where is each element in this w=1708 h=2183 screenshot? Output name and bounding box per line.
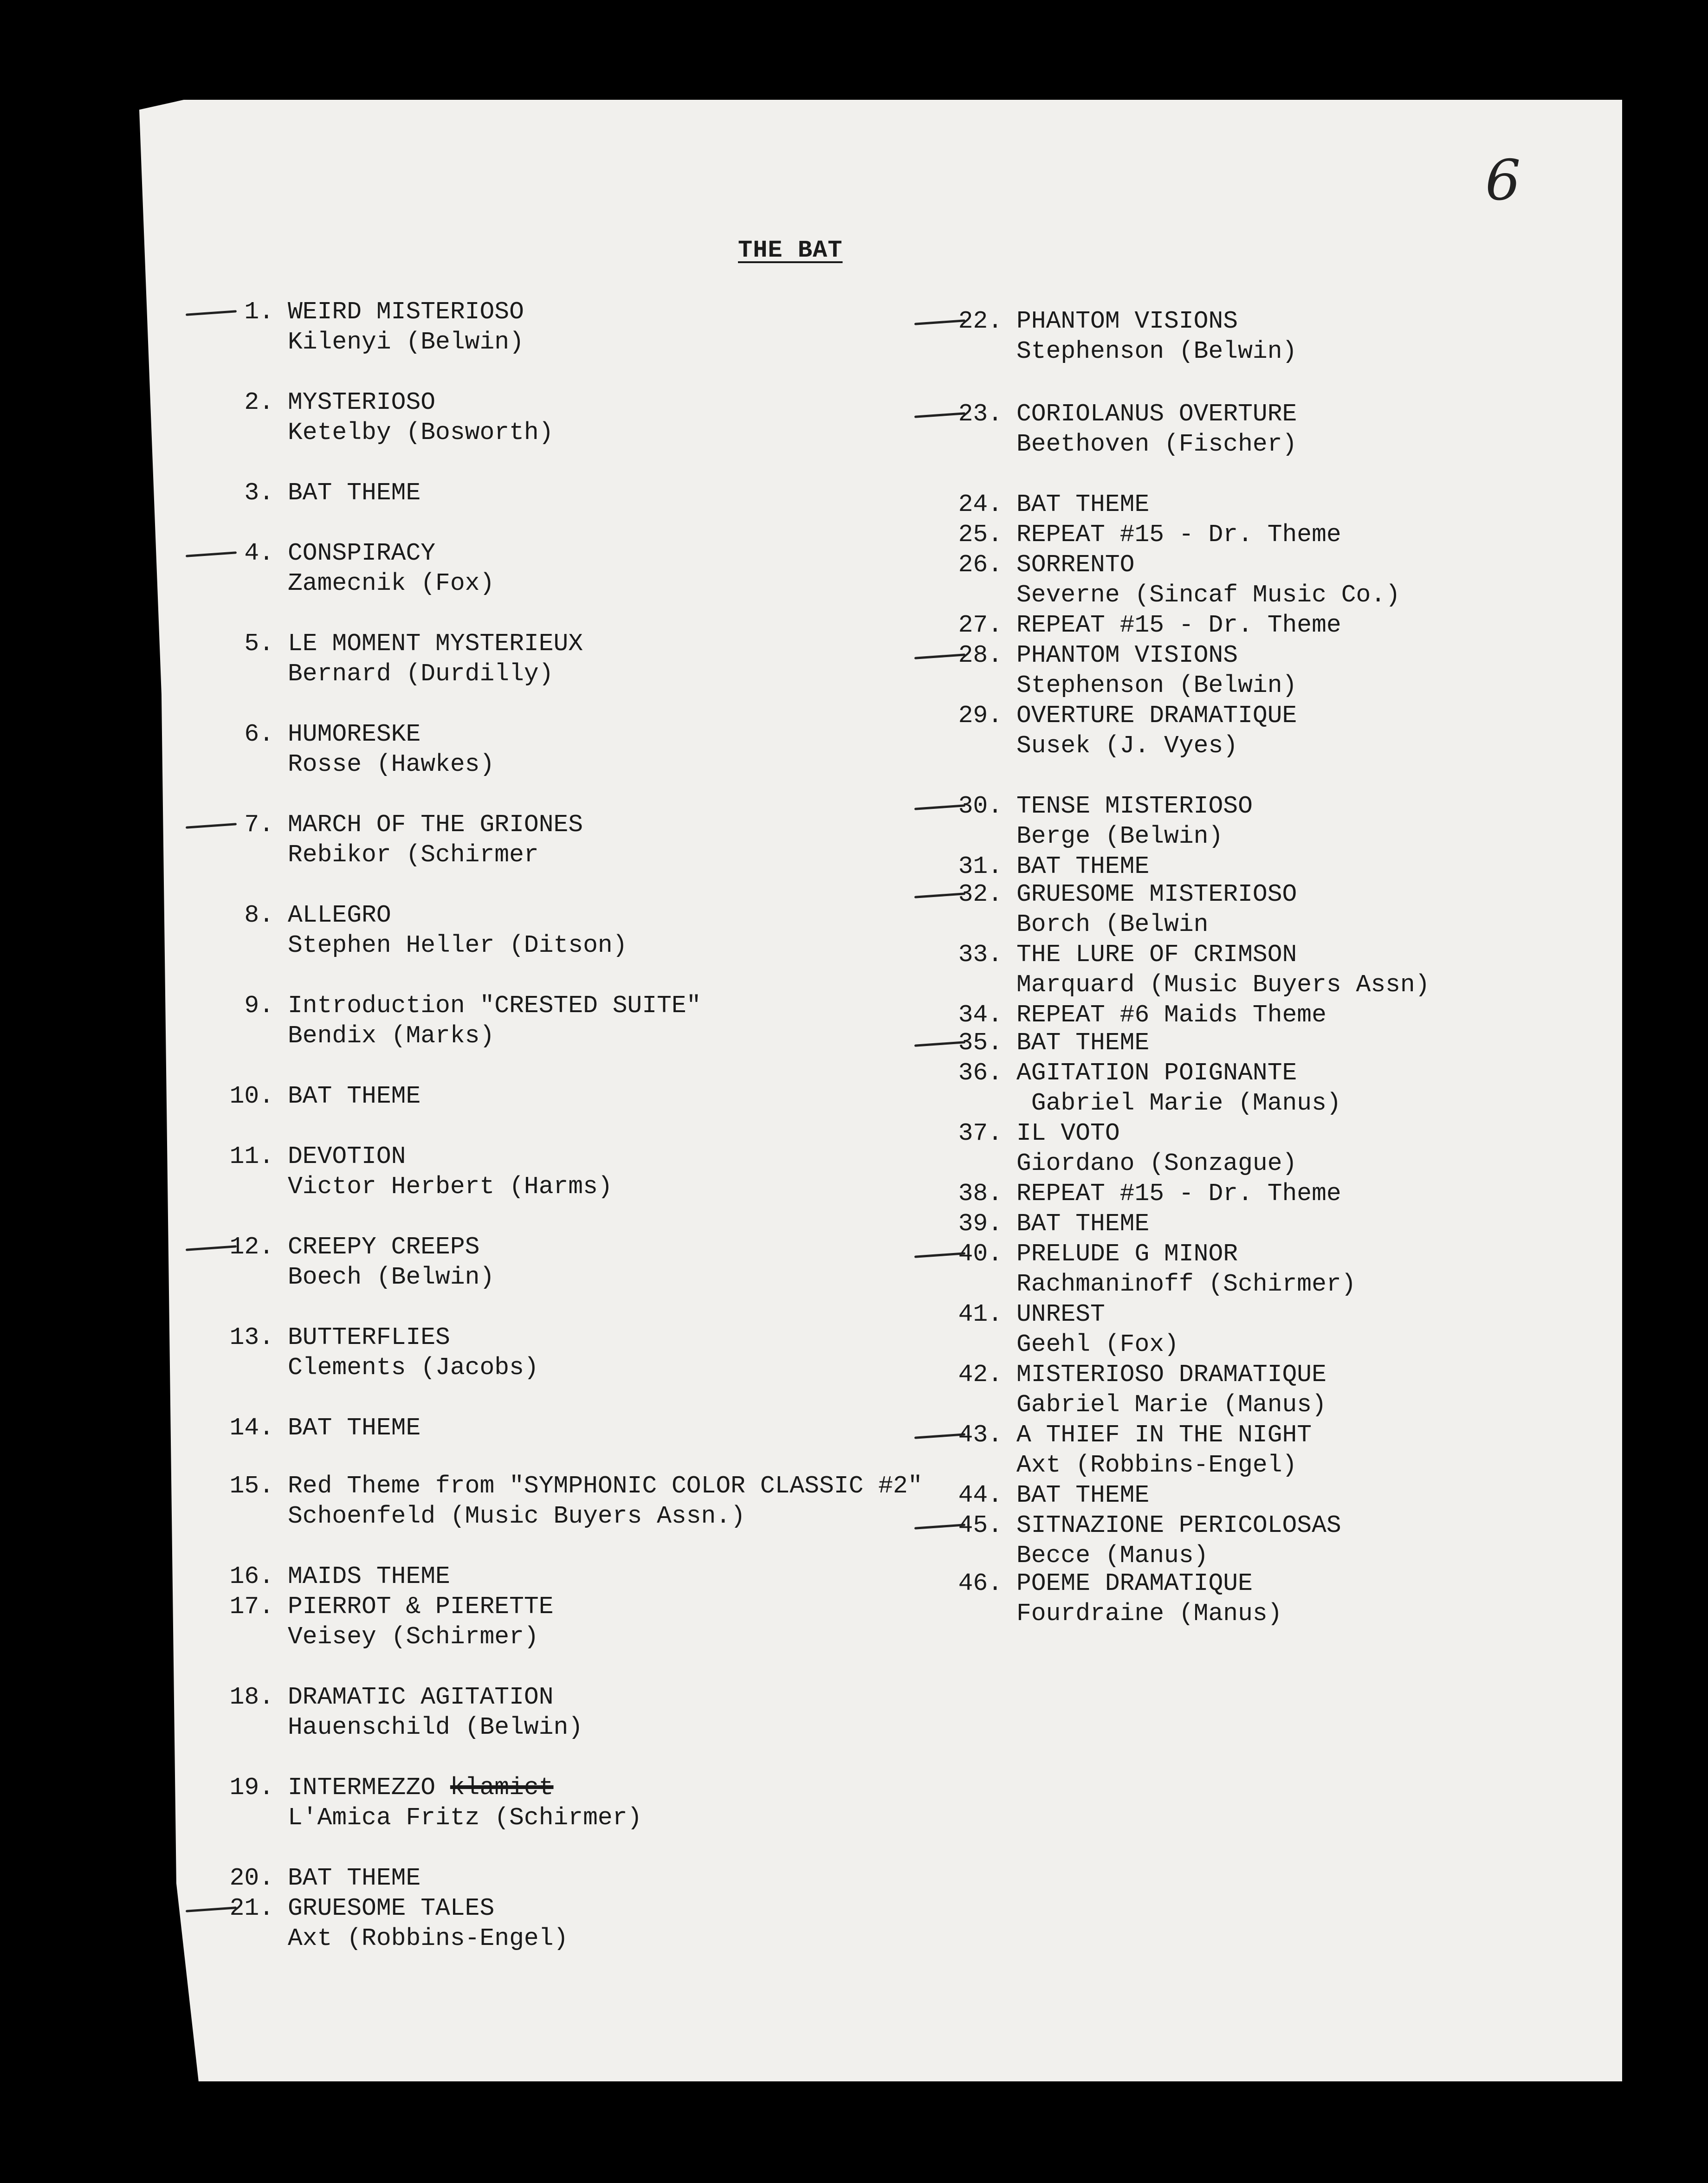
cue-number: 14.	[229, 1414, 274, 1442]
cue-title-line	[938, 1299, 1179, 1330]
cue-entry	[938, 1058, 1341, 1118]
cue-title: BAT THEME	[288, 1082, 421, 1110]
cue-entry	[209, 1863, 421, 1893]
cue-entry	[209, 719, 494, 780]
cue-composer-publisher: Veisey (Schirmer)	[288, 1623, 539, 1651]
cue-entry	[938, 610, 1341, 640]
cue-number: 26.	[958, 551, 1003, 579]
cue-entry	[209, 1471, 923, 1531]
cue-title-line	[209, 1682, 583, 1712]
cue-entry	[938, 640, 1297, 701]
cue-entry	[938, 490, 1149, 520]
cue-title-line	[938, 1000, 1326, 1030]
cue-entry	[209, 388, 554, 448]
cue-entry	[938, 1480, 1149, 1511]
cue-number: 41.	[958, 1300, 1003, 1328]
cue-number: 24.	[958, 491, 1003, 518]
cue-composer-publisher: Stephen Heller (Ditson)	[288, 931, 628, 959]
cue-number: 29.	[958, 702, 1003, 730]
cue-entry	[938, 1511, 1341, 1571]
cue-title: IL VOTO	[1016, 1119, 1120, 1147]
cue-title-line	[209, 297, 524, 327]
cue-number: 6.	[244, 720, 274, 748]
cue-composer-publisher: Rachmaninoff (Schirmer)	[1016, 1270, 1356, 1298]
cue-title-line	[209, 1323, 539, 1353]
cue-composer-publisher: Bendix (Marks)	[288, 1022, 495, 1050]
cue-entry	[938, 852, 1149, 882]
cue-title: PRELUDE G MINOR	[1016, 1240, 1238, 1268]
cue-entry	[209, 1562, 450, 1592]
cue-title-line	[938, 1511, 1341, 1541]
cue-entry	[938, 1209, 1149, 1239]
struck-out-word: klamict	[450, 1774, 554, 1802]
cue-title-line	[209, 1232, 494, 1262]
cue-entry	[938, 306, 1297, 367]
cue-composer-publisher: Severne (Sincaf Music Co.)	[1016, 581, 1400, 609]
cue-title: TENSE MISTERIOSO	[1016, 792, 1253, 820]
cue-title: CREEPY CREEPS	[288, 1233, 480, 1261]
cue-composer-publisher: Stephenson (Belwin)	[1016, 337, 1297, 365]
cue-title-line	[209, 629, 583, 659]
cue-composer-publisher: Marquard (Music Buyers Assn)	[1016, 971, 1430, 999]
cue-title: AGITATION POIGNANTE	[1016, 1059, 1297, 1087]
cue-title-line	[938, 1480, 1149, 1511]
cue-entry	[209, 1232, 494, 1292]
cue-title: REPEAT #15 - Dr. Theme	[1016, 611, 1341, 639]
cue-title: HUMORESKE	[288, 720, 421, 748]
cue-number: 37.	[958, 1119, 1003, 1147]
cue-number: 42.	[958, 1361, 1003, 1389]
cue-title: LE MOMENT MYSTERIEUX	[288, 630, 583, 658]
cue-composer-publisher: Clements (Jacobs)	[288, 1354, 539, 1382]
cue-number: 31.	[958, 853, 1003, 880]
cue-entry	[209, 478, 421, 508]
cue-title-line	[938, 306, 1297, 336]
cue-entry	[938, 550, 1400, 610]
cue-composer-publisher: Borch (Belwin	[1016, 911, 1209, 938]
cue-number: 45.	[958, 1511, 1003, 1539]
cue-title-line	[938, 852, 1149, 882]
cue-title: BAT THEME	[1016, 491, 1150, 518]
cue-title-line	[938, 701, 1297, 731]
cue-title: GRUESOME MISTERIOSO	[1016, 880, 1297, 908]
cue-number: 32.	[958, 880, 1003, 908]
cue-title: REPEAT #15 - Dr. Theme	[1016, 1180, 1341, 1208]
cue-number: 4.	[244, 539, 274, 567]
cue-title-line	[209, 1893, 568, 1924]
cue-entry	[938, 1420, 1312, 1480]
cue-composer-publisher: Gabriel Marie (Manus)	[1016, 1089, 1341, 1117]
cue-title-line	[938, 1058, 1341, 1088]
cue-entry	[209, 900, 628, 961]
cue-composer-publisher: Berge (Belwin)	[1016, 822, 1223, 850]
cue-number: 18.	[229, 1683, 274, 1711]
cue-number: 34.	[958, 1001, 1003, 1029]
cue-title: MISTERIOSO DRAMATIQUE	[1016, 1361, 1326, 1389]
cue-title: BAT THEME	[1016, 853, 1150, 880]
cue-entry	[938, 1360, 1326, 1420]
cue-title: BUTTERFLIES	[288, 1324, 450, 1351]
cue-composer-publisher: Bernard (Durdilly)	[288, 660, 554, 688]
cue-title: ALLEGRO	[288, 901, 391, 929]
cue-number: 23.	[958, 400, 1003, 428]
cue-composer-publisher: L'Amica Fritz (Schirmer)	[288, 1804, 642, 1832]
cue-title: BAT THEME	[288, 1864, 421, 1892]
cue-title-line	[209, 1081, 421, 1111]
cue-title-line	[209, 1863, 421, 1893]
cue-number: 10.	[229, 1082, 274, 1110]
cue-composer-publisher: Beethoven (Fischer)	[1016, 430, 1297, 458]
cue-title: CORIOLANUS OVERTURE	[1016, 400, 1297, 428]
cue-number: 30.	[958, 792, 1003, 820]
cue-title: INTERMEZZO	[288, 1774, 436, 1802]
cue-title: THE LURE OF CRIMSON	[1016, 941, 1297, 969]
cue-composer-publisher: Geehl (Fox)	[1016, 1330, 1179, 1358]
cue-composer-publisher: Axt (Robbins-Engel)	[1016, 1451, 1297, 1479]
cue-title: REPEAT #6 Maids Theme	[1016, 1001, 1326, 1029]
cue-number: 3.	[244, 479, 274, 507]
cue-title: BAT THEME	[1016, 1029, 1150, 1057]
cue-entry	[209, 1081, 421, 1111]
cue-title-line	[938, 1209, 1149, 1239]
cue-title-line	[938, 1360, 1326, 1390]
cue-number: 5.	[244, 630, 274, 658]
cue-title-line	[209, 1562, 450, 1592]
cue-title-line	[938, 399, 1297, 429]
cue-composer-publisher: Axt (Robbins-Engel)	[288, 1925, 569, 1952]
cue-entry	[209, 629, 583, 689]
cue-title: BAT THEME	[1016, 1210, 1150, 1238]
cue-number: 2.	[244, 388, 274, 416]
cue-number: 40.	[958, 1240, 1003, 1268]
cue-title: CONSPIRACY	[288, 539, 436, 567]
cue-number: 12.	[229, 1233, 274, 1261]
cue-entry	[209, 991, 701, 1051]
cue-composer-publisher: Fourdraine (Manus)	[1016, 1600, 1282, 1628]
cue-composer-publisher: Gabriel Marie (Manus)	[1016, 1391, 1326, 1419]
cue-title-line	[209, 719, 494, 749]
cue-number: 28.	[958, 641, 1003, 669]
cue-number: 8.	[244, 901, 274, 929]
cue-title-line	[938, 520, 1341, 550]
cue-entry	[209, 1682, 583, 1743]
cue-composer-publisher: Susek (J. Vyes)	[1016, 732, 1238, 760]
cue-title: PIERROT & PIERETTE	[288, 1593, 554, 1621]
cue-entry	[938, 399, 1297, 459]
cue-entry	[209, 1773, 642, 1833]
cue-title: A THIEF IN THE NIGHT	[1016, 1421, 1312, 1449]
cue-number: 35.	[958, 1029, 1003, 1057]
cue-entry	[938, 1028, 1149, 1058]
cue-composer-publisher: Becce (Manus)	[1016, 1542, 1209, 1569]
cue-number: 13.	[229, 1324, 274, 1351]
cue-title-line	[209, 900, 628, 930]
cue-number: 22.	[958, 307, 1003, 335]
cue-entry	[209, 538, 494, 599]
cue-entry	[209, 1142, 613, 1202]
cue-title-line	[938, 879, 1297, 910]
cue-composer-publisher: Hauenschild (Belwin)	[288, 1713, 583, 1741]
cue-number: 46.	[958, 1569, 1003, 1597]
cue-title: PHANTOM VISIONS	[1016, 307, 1238, 335]
cue-number: 11.	[229, 1143, 274, 1170]
cue-entry	[209, 1323, 539, 1383]
cue-entry	[938, 1299, 1179, 1360]
cue-entry	[938, 1179, 1341, 1209]
cue-composer-publisher: Schoenfeld (Music Buyers Assn.)	[288, 1502, 745, 1530]
cue-title-line	[209, 478, 421, 508]
cue-composer-publisher: Giordano (Sonzague)	[1016, 1150, 1297, 1177]
cue-title-line	[209, 388, 554, 418]
cue-number: 7.	[244, 811, 274, 839]
cue-entry	[209, 1592, 554, 1652]
cue-composer-publisher: Kilenyi (Belwin)	[288, 328, 524, 356]
cue-entry	[938, 701, 1297, 761]
cue-title: SORRENTO	[1016, 551, 1135, 579]
cue-number: 9.	[244, 992, 274, 1020]
cue-title-line	[938, 1179, 1341, 1209]
cue-title-line	[938, 791, 1253, 821]
cue-number: 20.	[229, 1864, 274, 1892]
cue-title-line	[938, 1118, 1297, 1149]
cue-entry	[209, 1893, 568, 1954]
cue-number: 1.	[244, 298, 274, 326]
cue-title: SITNAZIONE PERICOLOSAS	[1016, 1511, 1341, 1539]
cue-entry	[938, 879, 1297, 940]
cue-title-line	[938, 610, 1341, 640]
cue-number: 39.	[958, 1210, 1003, 1238]
cue-title: Red Theme from "SYMPHONIC COLOR CLASSIC #2"	[288, 1472, 923, 1500]
cue-title: MAIDS THEME	[288, 1563, 450, 1590]
page-title: THE BAT	[738, 237, 843, 264]
cue-title: BAT THEME	[288, 479, 421, 507]
cue-title-line	[209, 1142, 613, 1172]
cue-title-line	[209, 810, 583, 840]
cue-entry	[938, 520, 1341, 550]
cue-entry	[938, 1118, 1297, 1179]
cue-title-line	[938, 640, 1297, 671]
cue-entry	[938, 1000, 1326, 1030]
cue-entry	[938, 1569, 1282, 1629]
cue-title-line	[209, 1471, 923, 1501]
cue-title: POEME DRAMATIQUE	[1016, 1569, 1253, 1597]
cue-number: 15.	[229, 1472, 274, 1500]
cue-title-line	[938, 550, 1400, 580]
cue-entry	[938, 940, 1430, 1000]
cue-composer-publisher: Rebikor (Schirmer	[288, 841, 539, 869]
cue-number: 25.	[958, 521, 1003, 549]
cue-title-line	[209, 1773, 642, 1803]
cue-number: 36.	[958, 1059, 1003, 1087]
cue-title: PHANTOM VISIONS	[1016, 641, 1238, 669]
cue-title-line	[938, 1028, 1149, 1058]
cue-title: WEIRD MISTERIOSO	[288, 298, 524, 326]
cue-composer-publisher: Rosse (Hawkes)	[288, 750, 495, 778]
cue-number: 17.	[229, 1593, 274, 1621]
cue-title: DEVOTION	[288, 1143, 406, 1170]
cue-title: MARCH OF THE GRIONES	[288, 811, 583, 839]
cue-title-line	[209, 538, 494, 568]
cue-number: 38.	[958, 1180, 1003, 1208]
cue-entry	[209, 297, 524, 357]
cue-title: GRUESOME TALES	[288, 1894, 495, 1922]
cue-title: OVERTURE DRAMATIQUE	[1016, 702, 1297, 730]
cue-title-line	[938, 940, 1430, 970]
cue-title: Introduction "CRESTED SUITE"	[288, 992, 701, 1020]
cue-composer-publisher: Boech (Belwin)	[288, 1263, 495, 1291]
cue-title-line	[209, 1413, 421, 1443]
cue-title-line	[209, 1592, 554, 1622]
cue-title-line	[938, 490, 1149, 520]
cue-number: 19.	[229, 1774, 274, 1802]
cue-composer-publisher: Stephenson (Belwin)	[1016, 672, 1297, 699]
cue-composer-publisher: Ketelby (Bosworth)	[288, 419, 554, 446]
cue-title: BAT THEME	[288, 1414, 421, 1442]
page-number: 6	[1485, 149, 1521, 213]
cue-title-line	[938, 1569, 1282, 1599]
cue-title: MYSTERIOSO	[288, 388, 436, 416]
cue-title: BAT THEME	[1016, 1481, 1150, 1509]
cue-title-line	[209, 991, 701, 1021]
cue-composer-publisher: Zamecnik (Fox)	[288, 569, 495, 597]
cue-title-line	[938, 1239, 1356, 1269]
cue-entry	[209, 810, 583, 870]
cue-number: 43.	[958, 1421, 1003, 1449]
cue-title: DRAMATIC AGITATION	[288, 1683, 554, 1711]
cue-number: 33.	[958, 941, 1003, 969]
cue-number: 16.	[229, 1563, 274, 1590]
cue-number: 44.	[958, 1481, 1003, 1509]
cue-title: REPEAT #15 - Dr. Theme	[1016, 521, 1341, 549]
cue-number: 21.	[229, 1894, 274, 1922]
cue-title: UNREST	[1016, 1300, 1105, 1328]
cue-composer-publisher: Victor Herbert (Harms)	[288, 1173, 613, 1201]
cue-entry	[209, 1413, 421, 1443]
cue-number: 27.	[958, 611, 1003, 639]
cue-entry	[938, 791, 1253, 852]
cue-entry	[938, 1239, 1356, 1299]
cue-title-line	[938, 1420, 1312, 1450]
